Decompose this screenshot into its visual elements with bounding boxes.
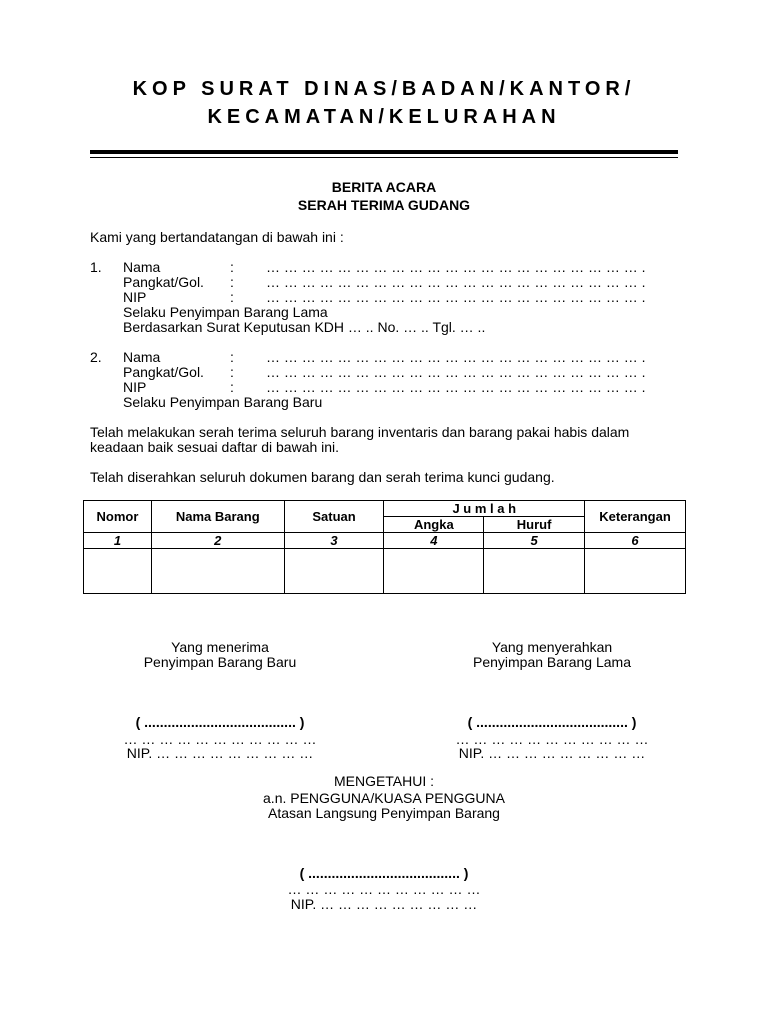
party-2-rank-colon: : — [230, 364, 234, 380]
column-header-keterangan: Keterangan — [585, 501, 686, 533]
party-2-nip-colon: : — [230, 379, 234, 395]
giver-role: Penyimpan Barang Lama — [473, 654, 631, 670]
party-1-nip-field: … … … … … … … … … … … … … … … … … … … … … . — [266, 289, 646, 305]
party-2-nip-label: NIP — [123, 379, 147, 395]
column-header-jumlah: J u m l a h — [384, 501, 585, 517]
column-number: 5 — [484, 533, 585, 549]
receiver-name-line: … … … … … … … … … … … — [123, 731, 317, 747]
table-cell — [284, 549, 384, 594]
items-table — [83, 500, 686, 594]
table-cell — [151, 549, 284, 594]
acknowledgement-name-line: … … … … … … … … … … … — [287, 881, 481, 897]
party-2-rank-field: … … … … … … … … … … … … … … … … … … … … … . — [266, 364, 646, 380]
party-1-rank-colon: : — [230, 274, 234, 290]
party-2-name-label: Nama — [123, 349, 161, 365]
giver-nip: NIP. … … … … … … … … … — [458, 745, 646, 761]
letterhead-line-2: KECAMATAN/KELURAHAN — [207, 106, 561, 128]
giver-signature-line: ( ....................................... ) — [467, 714, 637, 730]
party-2-number: 2. — [90, 349, 102, 365]
acknowledgement-heading: MENGETAHUI : — [333, 773, 435, 789]
party-1-basis: Berdasarkan Surat Keputusan KDH … .. No. … .. Tgl. … .. — [123, 319, 486, 335]
receiver-label: Yang menerima — [171, 639, 269, 655]
letterhead-thin-rule — [90, 157, 678, 158]
party-1-name-field: … … … … … … … … … … … … … … … … … … … … … . — [266, 259, 646, 275]
party-2-nip-field: … … … … … … … … … … … … … … … … … … … … … . — [266, 379, 646, 395]
column-header-nomor: Nomor — [84, 501, 152, 533]
party-1-name-label: Nama — [123, 259, 161, 275]
party-2-rank-label: Pangkat/Gol. — [123, 364, 204, 380]
column-number: 1 — [84, 533, 152, 549]
table-cell — [585, 549, 686, 594]
receiver-signature-line: ( ....................................... ) — [135, 714, 305, 730]
column-number-row — [84, 533, 686, 549]
party-2-role: Selaku Penyimpan Barang Baru — [123, 394, 323, 410]
table-row — [84, 549, 686, 594]
document-title: BERITA ACARA — [331, 179, 437, 195]
party-1-nip-label: NIP — [123, 289, 147, 305]
column-number: 4 — [384, 533, 484, 549]
giver-label: Yang menyerahkan — [491, 639, 613, 655]
column-header-angka: Angka — [384, 517, 484, 533]
paragraph-1-line-1: Telah melakukan serah terima seluruh barang inventaris dan barang pakai habis dalam — [90, 424, 630, 440]
column-header-satuan: Satuan — [284, 501, 384, 533]
table-cell — [384, 549, 484, 594]
party-1-role: Selaku Penyimpan Barang Lama — [123, 304, 328, 320]
table-cell — [484, 549, 585, 594]
acknowledgement-role: Atasan Langsung Penyimpan Barang — [268, 805, 500, 821]
column-number: 6 — [585, 533, 686, 549]
acknowledgement-signature-line: ( ....................................... ) — [299, 865, 469, 881]
column-number: 2 — [151, 533, 284, 549]
letterhead-thick-rule — [90, 150, 678, 154]
column-header-nama-barang: Nama Barang — [151, 501, 284, 533]
party-1-number: 1. — [90, 259, 102, 275]
acknowledgement-on-behalf: a.n. PENGGUNA/KUASA PENGGUNA — [263, 790, 505, 806]
party-1-rank-label: Pangkat/Gol. — [123, 274, 204, 290]
document-subtitle: SERAH TERIMA GUDANG — [297, 197, 471, 213]
party-1-rank-field: … … … … … … … … … … … … … … … … … … … … … . — [266, 274, 646, 290]
party-1-nip-colon: : — [230, 289, 234, 305]
column-number: 3 — [284, 533, 384, 549]
acknowledgement-nip: NIP. … … … … … … … … … — [290, 896, 478, 912]
giver-name-line: … … … … … … … … … … … — [455, 731, 649, 747]
party-2-name-colon: : — [230, 349, 234, 365]
letterhead-line-1: KOP SURAT DINAS/BADAN/KANTOR/ — [132, 78, 636, 100]
party-1-name-colon: : — [230, 259, 234, 275]
receiver-nip: NIP. … … … … … … … … … — [126, 745, 314, 761]
table-cell — [84, 549, 152, 594]
paragraph-2: Telah diserahkan seluruh dokumen barang dan serah terima kunci gudang. — [90, 469, 555, 485]
party-2-name-field: … … … … … … … … … … … … … … … … … … … … … . — [266, 349, 646, 365]
column-header-huruf: Huruf — [484, 517, 585, 533]
receiver-role: Penyimpan Barang Baru — [143, 654, 297, 670]
paragraph-1-line-2: keadaan baik sesuai daftar di bawah ini. — [90, 439, 340, 455]
intro-text: Kami yang bertandatangan di bawah ini : — [90, 229, 344, 245]
